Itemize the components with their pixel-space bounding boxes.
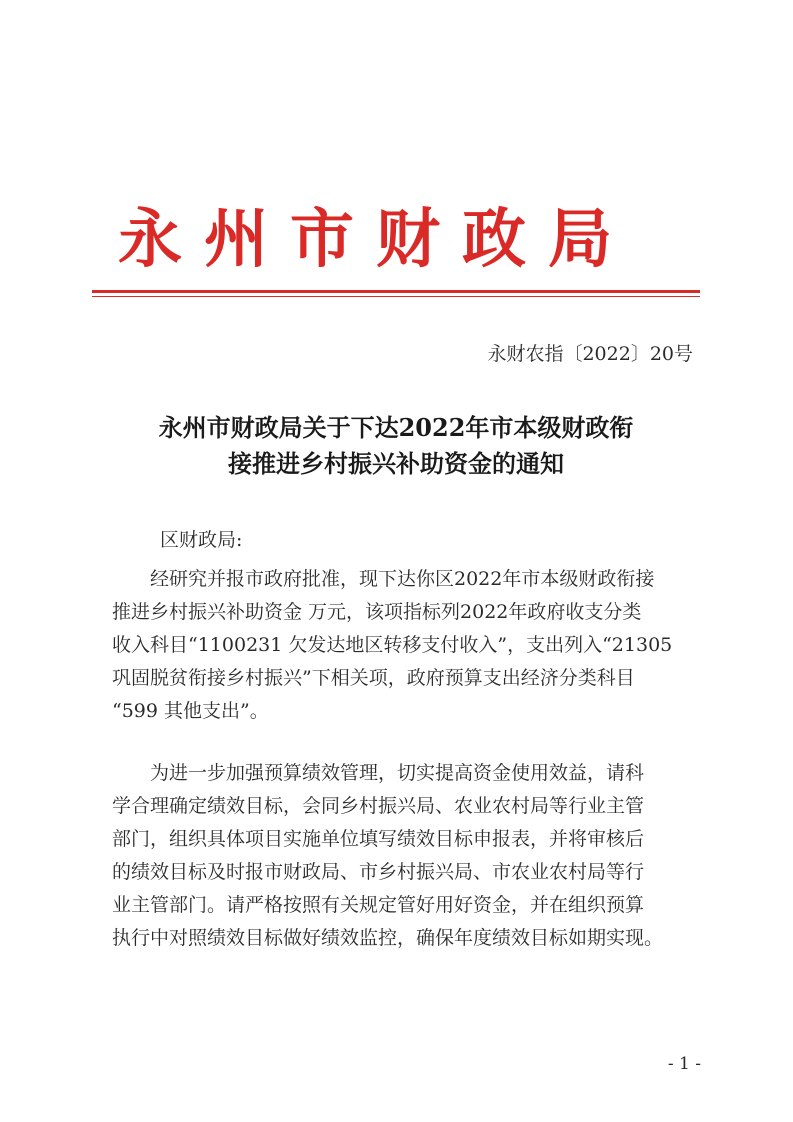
document-title — [92, 410, 700, 482]
red-divider-thick — [92, 290, 700, 293]
paragraph-line: 部门，组织具体项目实施单位填写绩效目标申报表，并将审核后 — [112, 828, 645, 850]
issuer-header: 永州市财政局 — [118, 203, 634, 277]
paragraph-line: 学合理确定绩效目标，会同乡村振兴局、农业农村局等行业主管 — [112, 795, 645, 817]
body-paragraph-1 — [112, 563, 697, 728]
document-number: 永财农指〔2022〕20号 — [487, 343, 693, 365]
paragraph-line: 巩固脱贫衔接乡村振兴”下相关项，政府预算支出经济分类科目 — [112, 667, 635, 689]
paragraph-line: 的绩效目标及时报市财政局、市乡村振兴局、市农业农村局等行 — [112, 861, 645, 883]
paragraph-line: 执行中对照绩效目标做好绩效监控，确保年度绩效目标如期实现。 — [112, 927, 664, 949]
body-paragraph-2 — [112, 757, 697, 955]
paragraph-line: 业主管部门。请严格按照有关规定管好用好资金，并在组织预算 — [112, 894, 645, 916]
paragraph-line: 推进乡村振兴补助资金 万元，该项指标列2022年政府收支分类 — [112, 601, 642, 623]
paragraph-line: 收入科目“1100231 欠发达地区转移支付收入”，支出列入“21305 — [112, 634, 673, 656]
document-title-line: 永州市财政局关于下达2022年市本级财政衔 — [158, 413, 634, 442]
paragraph-line: “599 其他支出”。 — [112, 700, 269, 722]
paragraph-line: 为进一步加强预算绩效管理，切实提高资金使用效益，请科 — [150, 762, 645, 784]
page-number: - 1 - — [667, 1054, 701, 1074]
paragraph-line: 经研究并报市政府批准，现下达你区2022年市本级财政衔接 — [150, 568, 655, 590]
red-divider-thin — [92, 296, 700, 297]
addressee: 区财政局: — [160, 529, 243, 551]
document-title-line: 接推进乡村振兴补助资金的通知 — [228, 449, 564, 478]
